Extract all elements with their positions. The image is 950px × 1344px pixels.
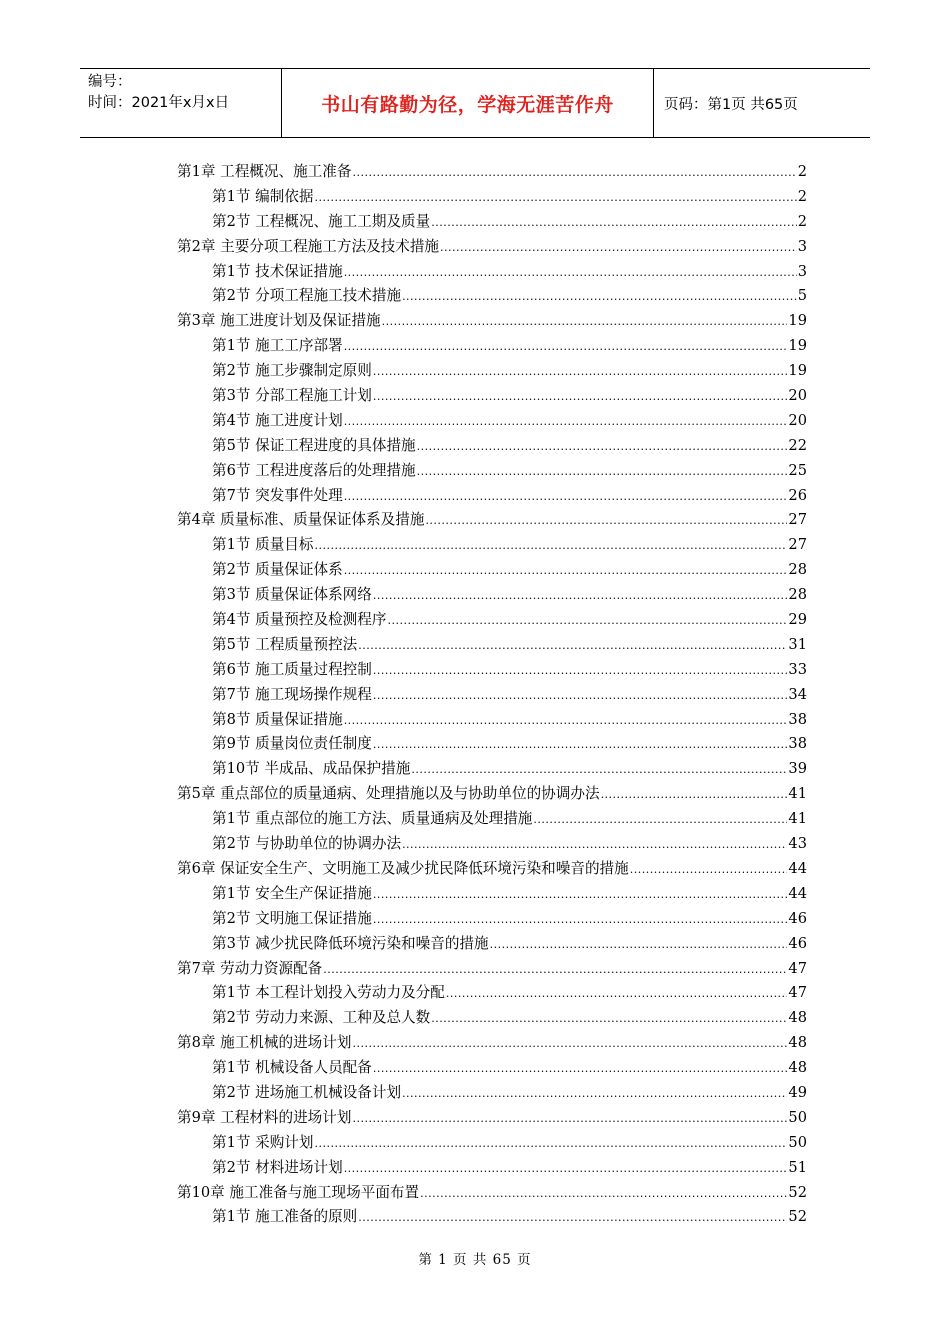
toc-chapter-entry[interactable]: [177, 1106, 807, 1131]
toc-entry-title: 第5章 重点部位的质量通病、处理措施以及与协助单位的协调办法: [177, 785, 600, 803]
toc-section-entry[interactable]: [177, 334, 807, 359]
header-motto: 书山有路勤为径，学海无涯苦作舟: [282, 69, 654, 137]
toc-entry-title: 第4节 施工进度计划: [212, 411, 343, 429]
toc-section-entry[interactable]: [177, 1081, 807, 1106]
toc-dot-leader: [417, 465, 788, 478]
toc-entry-page-number: 28: [788, 561, 807, 579]
header-page-info: 页码：第1页 共65页: [664, 96, 798, 113]
toc-entry-title: 第1章 工程概况、施工准备: [177, 163, 352, 180]
toc-entry-title: 第3节 减少扰民降低环境污染和噪音的措施: [212, 934, 489, 952]
toc-section-entry[interactable]: [177, 658, 807, 683]
toc-entry-title: 第9节 质量岗位责任制度: [212, 735, 372, 753]
toc-entry-page-number: 2: [797, 212, 807, 230]
document-code-label: 编号：: [88, 74, 132, 90]
toc-entry-title: 第1节 施工工序部署: [212, 337, 343, 355]
toc-entry-title: 第10章 施工准备与施工现场平面布置: [177, 1183, 420, 1201]
toc-entry-title: 第3章 施工进度计划及保证措施: [177, 312, 381, 330]
toc-entry-page-number: 29: [788, 611, 807, 629]
toc-section-entry[interactable]: [177, 683, 807, 708]
toc-dot-leader: [315, 1137, 788, 1150]
toc-dot-leader: [344, 340, 788, 353]
toc-section-entry[interactable]: [177, 533, 807, 558]
toc-section-entry[interactable]: [177, 558, 807, 583]
toc-entry-page-number: 41: [788, 785, 807, 803]
toc-entry-page-number: 51: [788, 1158, 807, 1176]
toc-dot-leader: [373, 888, 788, 901]
toc-section-entry[interactable]: [177, 459, 807, 484]
toc-entry-title: 第2节 分项工程施工技术措施: [212, 287, 402, 305]
toc-dot-leader: [387, 614, 787, 627]
toc-dot-leader: [315, 191, 797, 204]
toc-entry-page-number: 44: [788, 859, 807, 877]
toc-section-entry[interactable]: [177, 284, 807, 309]
toc-entry-page-number: 38: [788, 735, 807, 753]
toc-entry-title: 第2节 材料进场计划: [212, 1158, 343, 1176]
toc-entry-page-number: 33: [788, 660, 807, 678]
toc-section-entry[interactable]: [177, 882, 807, 907]
toc-entry-page-number: 27: [788, 536, 807, 554]
toc-entry-page-number: 43: [788, 835, 807, 853]
toc-entry-title: 第1节 施工准备的原则: [212, 1208, 358, 1226]
toc-dot-leader: [402, 838, 787, 851]
toc-entry-page-number: 46: [788, 909, 807, 927]
toc-entry-page-number: 31: [788, 635, 807, 653]
toc-section-entry[interactable]: [177, 732, 807, 757]
page-footer: 第 1 页 共 65 页: [418, 1252, 532, 1268]
toc-section-entry[interactable]: [177, 185, 807, 210]
toc-dot-leader: [373, 365, 788, 378]
toc-entry-page-number: 3: [797, 262, 807, 280]
toc-entry-page-number: 49: [788, 1083, 807, 1101]
toc-dot-leader: [425, 514, 787, 527]
toc-dot-leader: [533, 813, 787, 826]
toc-entry-page-number: 48: [788, 1009, 807, 1027]
toc-entry-title: 第6节 工程进度落后的处理措施: [212, 461, 416, 479]
toc-entry-title: 第7章 劳动力资源配备: [177, 959, 323, 977]
toc-section-entry[interactable]: [177, 1156, 807, 1181]
toc-dot-leader: [373, 738, 788, 751]
toc-dot-leader: [411, 763, 787, 776]
toc-dot-leader: [344, 490, 788, 503]
toc-dot-leader: [382, 315, 788, 328]
toc-chapter-entry[interactable]: [177, 235, 807, 260]
toc-dot-leader: [490, 938, 788, 951]
table-of-contents: [177, 160, 807, 1230]
toc-entry-page-number: 50: [788, 1133, 807, 1151]
toc-entry-title: 第3节 质量保证体系网络: [212, 586, 372, 604]
toc-section-entry[interactable]: [177, 583, 807, 608]
toc-section-entry[interactable]: [177, 907, 807, 932]
toc-chapter-entry[interactable]: [177, 1031, 807, 1056]
toc-dot-leader: [344, 714, 788, 727]
toc-dot-leader: [323, 963, 787, 976]
toc-entry-page-number: 52: [788, 1208, 807, 1226]
toc-dot-leader: [440, 241, 797, 254]
toc-entry-title: 第1节 技术保证措施: [212, 262, 343, 280]
toc-dot-leader: [352, 166, 796, 179]
toc-entry-title: 第9章 工程材料的进场计划: [177, 1108, 352, 1126]
toc-entry-page-number: 28: [788, 586, 807, 604]
toc-entry-title: 第1节 采购计划: [212, 1133, 314, 1151]
toc-entry-title: 第1节 重点部位的施工方法、质量通病及处理措施: [212, 810, 533, 828]
toc-entry-page-number: 52: [788, 1183, 807, 1201]
toc-dot-leader: [431, 1012, 787, 1025]
toc-entry-title: 第2节 进场施工机械设备计划: [212, 1083, 402, 1101]
toc-entry-page-number: 26: [788, 486, 807, 504]
toc-dot-leader: [417, 440, 788, 453]
toc-dot-leader: [315, 539, 788, 552]
toc-dot-leader: [402, 1087, 787, 1100]
toc-entry-title: 第1节 机械设备人员配备: [212, 1059, 372, 1077]
toc-section-entry[interactable]: [177, 807, 807, 832]
toc-entry-title: 第6节 施工质量过程控制: [212, 660, 372, 678]
toc-dot-leader: [431, 216, 796, 229]
toc-entry-title: 第6章 保证安全生产、文明施工及减少扰民降低环境污染和噪音的措施: [177, 859, 629, 877]
toc-dot-leader: [352, 1037, 787, 1050]
toc-entry-page-number: 34: [788, 685, 807, 703]
toc-entry-page-number: 50: [788, 1108, 807, 1126]
toc-entry-page-number: 25: [788, 461, 807, 479]
toc-section-entry[interactable]: [177, 409, 807, 434]
toc-section-entry[interactable]: [177, 384, 807, 409]
toc-entry-title: 第1节 编制依据: [212, 187, 314, 205]
toc-section-entry[interactable]: [177, 1131, 807, 1156]
toc-entry-page-number: 47: [788, 959, 807, 977]
toc-dot-leader: [352, 1112, 787, 1125]
toc-entry-page-number: 38: [788, 710, 807, 728]
toc-dot-leader: [630, 863, 788, 876]
toc-section-entry[interactable]: [177, 757, 807, 782]
toc-section-entry[interactable]: [177, 210, 807, 235]
toc-dot-leader: [373, 689, 788, 702]
toc-dot-leader: [601, 788, 788, 801]
toc-entry-page-number: 27: [788, 511, 807, 529]
toc-entry-title: 第2节 质量保证体系: [212, 561, 343, 579]
toc-section-entry[interactable]: [177, 359, 807, 384]
toc-entry-title: 第2章 主要分项工程施工方法及技术措施: [177, 237, 440, 255]
toc-entry-title: 第7节 施工现场操作规程: [212, 685, 372, 703]
toc-entry-title: 第4章 质量标准、质量保证体系及措施: [177, 511, 425, 529]
toc-section-entry[interactable]: [177, 484, 807, 509]
toc-dot-leader: [373, 913, 788, 926]
toc-section-entry[interactable]: [177, 708, 807, 733]
toc-entry-title: 第8节 质量保证措施: [212, 710, 343, 728]
toc-section-entry[interactable]: [177, 832, 807, 857]
toc-section-entry[interactable]: [177, 608, 807, 633]
toc-entry-page-number: 19: [788, 362, 807, 380]
toc-dot-leader: [373, 664, 788, 677]
toc-entry-title: 第5节 工程质量预控法: [212, 635, 358, 653]
toc-chapter-entry[interactable]: [177, 957, 807, 982]
toc-entry-page-number: 20: [788, 411, 807, 429]
toc-entry-page-number: 3: [797, 237, 807, 255]
header-meta: [80, 69, 282, 137]
toc-chapter-entry[interactable]: [177, 1181, 807, 1206]
toc-entry-page-number: 39: [788, 760, 807, 778]
toc-entry-title: 第7节 突发事件处理: [212, 486, 343, 504]
toc-dot-leader: [344, 266, 797, 279]
toc-entry-title: 第10节 半成品、成品保护措施: [212, 760, 411, 778]
toc-section-entry[interactable]: [177, 981, 807, 1006]
toc-dot-leader: [344, 415, 788, 428]
toc-dot-leader: [373, 390, 788, 403]
toc-section-entry[interactable]: [177, 1205, 807, 1230]
toc-entry-page-number: 2: [797, 163, 807, 180]
toc-dot-leader: [344, 564, 788, 577]
toc-entry-page-number: 46: [788, 934, 807, 952]
toc-chapter-entry[interactable]: [177, 309, 807, 334]
toc-section-entry[interactable]: [177, 434, 807, 459]
toc-entry-page-number: 48: [788, 1034, 807, 1052]
toc-section-entry[interactable]: [177, 932, 807, 957]
toc-dot-leader: [344, 1162, 788, 1175]
toc-entry-page-number: 20: [788, 387, 807, 405]
toc-entry-page-number: 5: [797, 287, 807, 305]
toc-entry-title: 第8章 施工机械的进场计划: [177, 1034, 352, 1052]
toc-entry-page-number: 19: [788, 337, 807, 355]
toc-section-entry[interactable]: [177, 260, 807, 285]
page-header: [80, 68, 870, 138]
toc-chapter-entry[interactable]: [177, 857, 807, 882]
toc-dot-leader: [358, 1211, 787, 1224]
toc-chapter-entry[interactable]: [177, 508, 807, 533]
toc-dot-leader: [446, 987, 788, 1000]
toc-entry-title: 第3节 分部工程施工计划: [212, 387, 372, 405]
document-time-label: 时间：2021年x月x日: [88, 95, 230, 111]
toc-dot-leader: [373, 589, 788, 602]
toc-entry-title: 第2节 文明施工保证措施: [212, 909, 372, 927]
toc-section-entry[interactable]: [177, 1006, 807, 1031]
toc-entry-title: 第2节 劳动力来源、工种及总人数: [212, 1009, 431, 1027]
toc-entry-title: 第5节 保证工程进度的具体措施: [212, 436, 416, 454]
toc-dot-leader: [420, 1187, 787, 1200]
toc-entry-page-number: 2: [797, 187, 807, 205]
toc-entry-title: 第1节 质量目标: [212, 536, 314, 554]
toc-section-entry[interactable]: [177, 1056, 807, 1081]
toc-entry-title: 第2节 工程概况、施工工期及质量: [212, 212, 431, 230]
toc-dot-leader: [402, 290, 797, 303]
toc-entry-page-number: 47: [788, 984, 807, 1002]
toc-chapter-entry[interactable]: [177, 160, 807, 185]
toc-entry-title: 第2节 与协助单位的协调办法: [212, 835, 402, 853]
toc-chapter-entry[interactable]: [177, 782, 807, 807]
toc-entry-page-number: 44: [788, 884, 807, 902]
toc-entry-page-number: 22: [788, 436, 807, 454]
toc-entry-page-number: 41: [788, 810, 807, 828]
toc-entry-title: 第4节 质量预控及检测程序: [212, 611, 387, 629]
toc-entry-title: 第1节 本工程计划投入劳动力及分配: [212, 984, 445, 1002]
toc-dot-leader: [358, 639, 787, 652]
toc-entry-page-number: 48: [788, 1059, 807, 1077]
toc-section-entry[interactable]: [177, 633, 807, 658]
toc-entry-title: 第2节 施工步骤制定原则: [212, 362, 372, 380]
toc-entry-title: 第1节 安全生产保证措施: [212, 884, 372, 902]
toc-dot-leader: [373, 1062, 788, 1075]
toc-entry-page-number: 19: [788, 312, 807, 330]
